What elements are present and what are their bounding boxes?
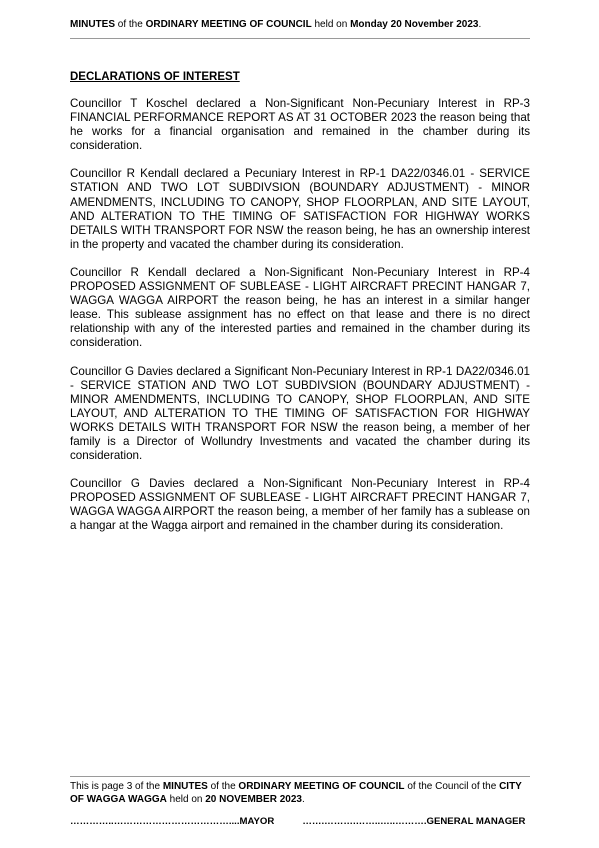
header-date: Monday 20 November 2023 xyxy=(350,19,479,30)
header-text: . xyxy=(478,19,482,30)
header-divider xyxy=(70,38,530,39)
footer-meeting-type: ORDINARY MEETING OF COUNCIL xyxy=(238,781,405,792)
page-footer xyxy=(70,780,530,806)
declaration-paragraph: Councillor G Davies declared a Significant Non-Pecuniary Interest in RP-1 DA22/0346.01 - SERVICE STATION AND TWO LOT SUBDIVSION (BOUNDARY ADJUSTMENT) - MINOR AMENDMENTS, INCLUDING TO CANOPY, SHOP FLOORPLAN, AND SITE LAYOUT, AND ALTERATION TO THE TIMING OF SATISFACTION FOR HIGHWAY WORKS DETAILS WITH TRANSPORT FOR NSW the reason being, a member of her family is a Director of Wollundry Investments and vacated the chamber during its consideration. xyxy=(70,364,530,463)
footer-text: . xyxy=(301,794,305,805)
header-minutes: MINUTES xyxy=(70,19,115,30)
footer-text: of the xyxy=(207,781,239,792)
mayor-signature: …………..………………………………....MAYOR xyxy=(70,816,275,827)
header-meeting-type: ORDINARY MEETING OF COUNCIL xyxy=(145,19,312,30)
signature-line xyxy=(70,816,530,827)
header-text: held on xyxy=(311,19,351,30)
footer-text: This is page 3 of the xyxy=(70,781,163,792)
header-text: of the xyxy=(115,19,146,30)
footer-text: held on xyxy=(166,794,206,805)
declaration-paragraph: Councillor R Kendall declared a Non-Significant Non-Pecuniary Interest in RP-4 PROPOSED ASSIGNMENT OF SUBLEASE - LIGHT AIRCRAFT PRECINT HANGAR 7, WAGGA WAGGA AIRPORT the reason being, he has an interest in a similar hanger lease. This sublease assignment has no effect on that lease and there is no direct relationship with any of the interested parties and remained in the chamber during its consideration. xyxy=(70,265,530,350)
declaration-paragraph: Councillor T Koschel declared a Non-Significant Non-Pecuniary Interest in RP-3 FINANCIAL PERFORMANCE REPORT AS AT 31 OCTOBER 2023 the reason being that he works for a financial organisation and remained in the chamber during its consideration. xyxy=(70,97,530,153)
footer-council-name: CITY OF WAGGA WAGGA xyxy=(70,781,522,805)
page-header xyxy=(70,19,530,31)
footer-date: 20 NOVEMBER 2023 xyxy=(205,794,302,805)
footer-divider xyxy=(70,776,530,777)
declaration-paragraph: Councillor R Kendall declared a Pecuniary Interest in RP-1 DA22/0346.01 - SERVICE STATION AND TWO LOT SUBDIVSION (BOUNDARY ADJUSTMENT) - MINOR AMENDMENTS, INCLUDING TO CANOPY, SHOP FLOORPLAN, AND SITE LAYOUT, AND ALTERATION TO THE TIMING OF SATISFACTION FOR HIGHWAY WORKS DETAILS WITH TRANSPORT FOR NSW the reason being, he has an ownership interest in the property and vacated the chamber during its consideration. xyxy=(70,167,530,251)
general-manager-signature: …….……….……..…..……….GENERAL MANAGER xyxy=(302,816,526,827)
section-heading: DECLARATIONS OF INTEREST xyxy=(70,71,240,83)
declaration-paragraph: Councillor G Davies declared a Non-Significant Non-Pecuniary Interest in RP-4 PROPOSED ASSIGNMENT OF SUBLEASE - LIGHT AIRCRAFT PRECINT HANGAR 7, WAGGA WAGGA AIRPORT the reason being, a member of her family has a sublease on a hangar at the Wagga airport and remained in the chamber during its consideration. xyxy=(70,477,530,533)
footer-text: of the Council of the xyxy=(404,781,500,792)
declarations-section xyxy=(70,70,530,548)
footer-minutes: MINUTES xyxy=(162,781,208,792)
